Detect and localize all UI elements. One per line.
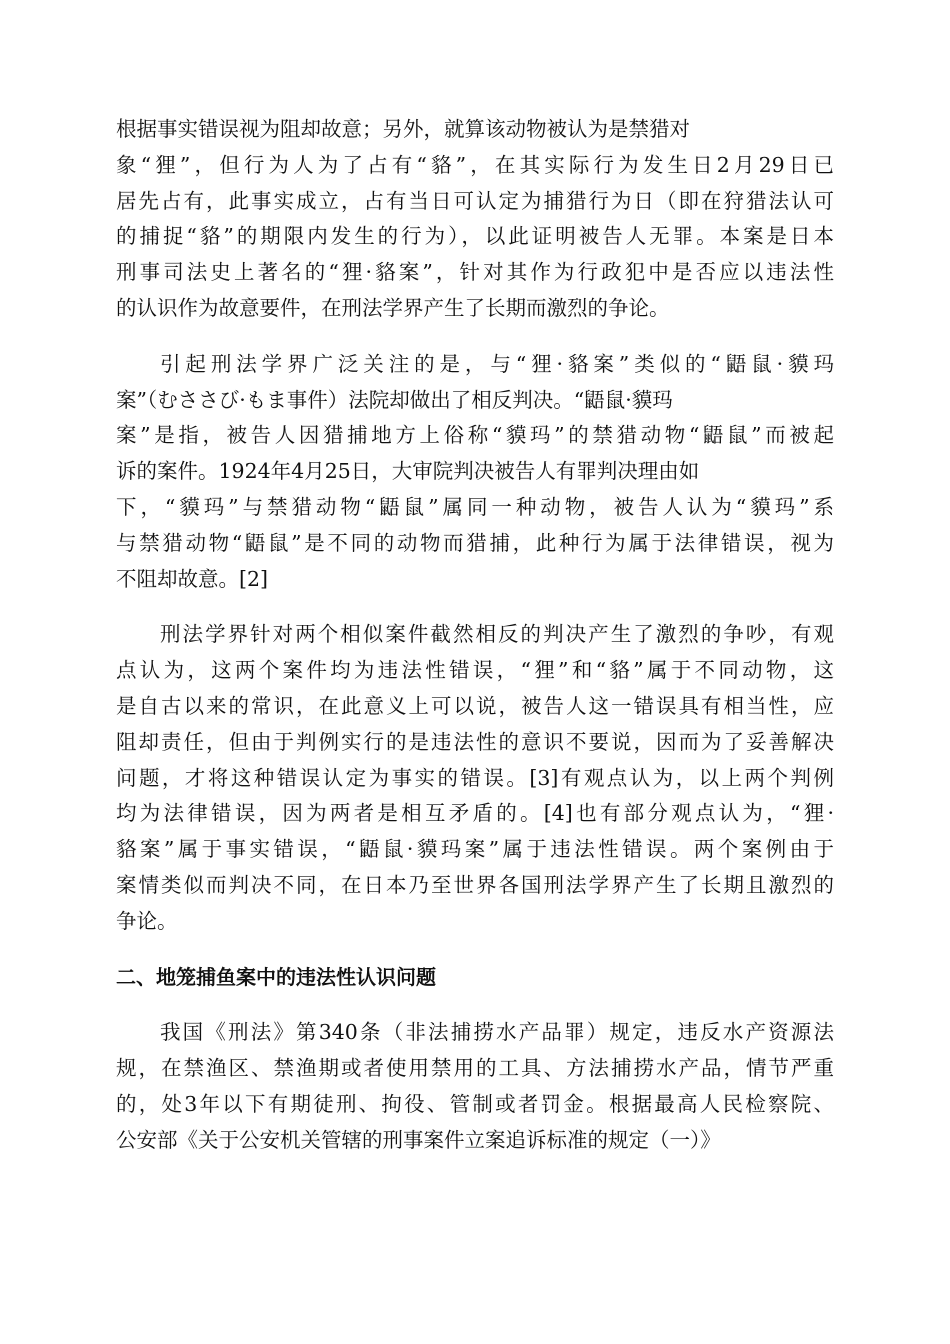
paragraph-spacer — [116, 995, 834, 1015]
paragraph-1 — [116, 112, 834, 327]
text-line: 问题，才将这种错误认定为事实的错误。[3]有观点认为，以上两个判例 — [116, 765, 834, 790]
text-line: 貉案”属于事实错误，“鼯鼠·貘玛案”属于违法性错误。两个案例由于 — [116, 837, 834, 862]
text-line: 居先占有，此事实成立，占有当日可认定为捕猎行为日（即在狩猎法认可 — [116, 188, 834, 213]
text-line: 刑事司法史上著名的“狸·貉案”，针对其作为行政犯中是否应以违法性 — [116, 260, 834, 285]
paragraph-2 — [116, 347, 834, 598]
paragraph-spacer — [116, 327, 834, 347]
paragraph-spacer — [116, 597, 834, 617]
text-line: 的认识作为故意要件，在刑法学界产生了长期而激烈的争论。 — [116, 295, 670, 320]
text-line: 的，处3年以下有期徒刑、拘役、管制或者罚金。根据最高人民检察院、 — [116, 1091, 834, 1116]
text-line: 均为法律错误，因为两者是相互矛盾的。[4]也有部分观点认为，“狸· — [116, 801, 834, 826]
text-line: 刑法学界针对两个相似案件截然相反的判决产生了激烈的争吵，有观 — [160, 622, 834, 647]
text-line: 规，在禁渔区、禁渔期或者使用禁用的工具、方法捕捞水产品，情节严重 — [116, 1056, 834, 1081]
text-line: 案情类似而判决不同，在日本乃至世界各国刑法学界产生了长期且激烈的 — [116, 872, 834, 897]
text-line: 案”（むささび·もま事件）法院却做出了相反判决。“鼯鼠·貘玛 — [116, 387, 673, 412]
paragraph-spacer — [116, 940, 834, 960]
text-line: 公安部《关于公安机关管辖的刑事案件立案追诉标准的规定（一）》 — [116, 1127, 721, 1152]
paragraph-4 — [116, 1015, 834, 1158]
text-line: 不阻却故意。[2] — [116, 566, 269, 591]
text-line: 根据事实错误视为阻却故意；另外，就算该动物被认为是禁猎对 — [116, 117, 690, 141]
text-line: 象“狸”，但行为人为了占有“貉”，在其实际行为发生日2月29日已 — [116, 152, 834, 177]
text-line: 引起刑法学界广泛关注的是，与“狸·貉案”类似的“鼯鼠·貘玛 — [160, 351, 834, 376]
document-page — [116, 112, 834, 1159]
text-line: 下，“貘玛”与禁猎动物“鼯鼠”属同一种动物，被告人认为“貘玛”系 — [116, 494, 834, 519]
text-line: 与禁猎动物“鼯鼠”是不同的动物而猎捕，此种行为属于法律错误，视为 — [116, 530, 834, 555]
section-heading: 二、地笼捕鱼案中的违法性认识问题 — [116, 964, 436, 989]
text-line: 的捕捉“貉”的期限内发生的行为），以此证明被告人无罪。本案是日本 — [116, 224, 834, 249]
paragraph-3 — [116, 617, 834, 939]
text-line: 我国《刑法》第340条（非法捕捞水产品罪）规定，违反水产资源法 — [160, 1020, 834, 1045]
text-line: 阻却责任，但由于判例实行的是违法性的意识不要说，因而为了妥善解决 — [116, 729, 834, 754]
text-line: 点认为，这两个案件均为违法性错误，“狸”和“貉”属于不同动物，这 — [116, 658, 834, 683]
text-line: 诉的案件。1924年4月25日，大审院判决被告人有罪判决理由如 — [116, 459, 700, 484]
text-line: 争论。 — [116, 908, 178, 933]
text-line: 是自古以来的常识，在此意义上可以说，被告人这一错误具有相当性，应 — [116, 693, 834, 718]
text-line: 案”是指，被告人因猎捕地方上俗称“貘玛”的禁猎动物“鼯鼠”而被起 — [116, 423, 834, 448]
